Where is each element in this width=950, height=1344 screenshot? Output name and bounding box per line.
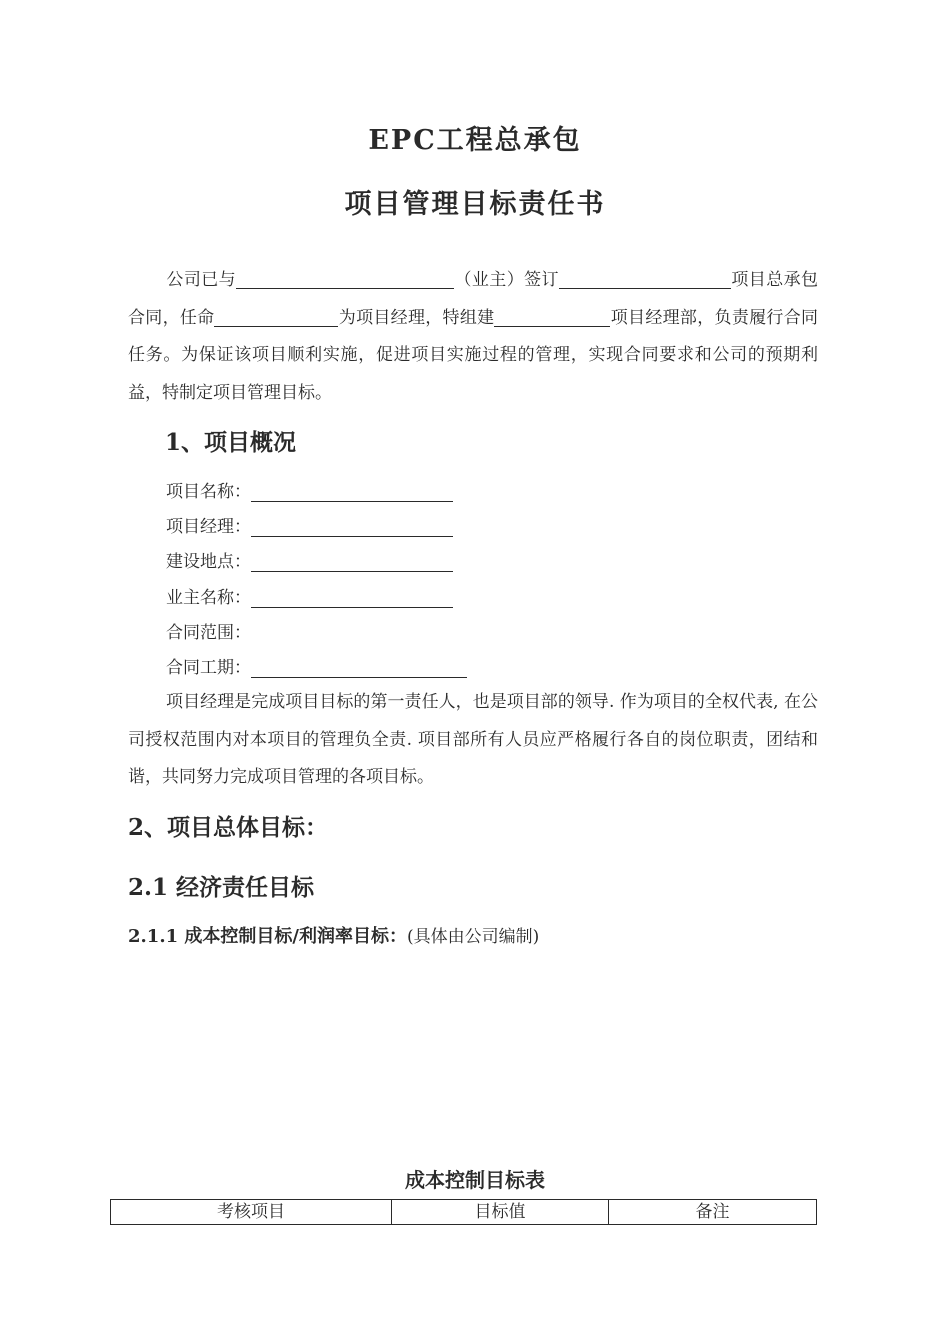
manager-blank[interactable] — [214, 308, 338, 327]
intro-text-1: 公司已与 — [166, 270, 237, 290]
field-project-name: 项目名称： — [166, 480, 453, 506]
field-contract-period: 合同工期： — [166, 656, 467, 682]
intro-text-5: 项目经理部，负责履行合同任务。为保证该项目顺利实施，促进项目实施过程的管理，实现合同要求和公司的预期利益，特制定项目管理目标。 — [128, 307, 819, 403]
intro-text-4: 为项目经理，特组建 — [338, 307, 495, 328]
project-name-blank[interactable] — [251, 481, 453, 502]
field-location: 建设地点： — [166, 550, 453, 576]
section-heading-overview: 1、项目概况 — [165, 429, 297, 456]
owner-name-blank[interactable] — [251, 587, 453, 608]
cost-control-note: (具体由公司编制) — [406, 927, 540, 947]
table-header-row — [111, 1200, 817, 1225]
intro-paragraph — [128, 262, 818, 412]
owner-blank[interactable] — [236, 270, 454, 289]
project-manager-blank[interactable] — [251, 516, 453, 537]
manager-paragraph: 项目经理是完成项目目标的第一责任人，也是项目部的领导. 作为项目的全权代表, 在公司授权范围内对本项目的管理负全责. 项目部所有人员应严格履行各自的岗位职责，团结和谐，共同努力完成项目管理的各项目标。 — [128, 692, 818, 787]
document-subtitle: 项目管理目标责任书 — [344, 189, 606, 220]
field-project-manager: 项目经理： — [166, 515, 453, 541]
field-owner-name: 业主名称： — [166, 586, 453, 612]
intro-text-2: （业主）签订 — [454, 270, 559, 290]
section-heading-overall-goals: 2、项目总体目标： — [128, 814, 329, 841]
contract-period-blank[interactable] — [251, 657, 467, 678]
column-header-target: 目标值 — [392, 1200, 609, 1225]
document-title: EPC工程总承包 — [368, 125, 582, 156]
column-header-item: 考核项目 — [111, 1200, 392, 1225]
project-blank[interactable] — [559, 270, 731, 289]
section-heading-cost-control: 2.1.1 成本控制目标/利润率目标：(具体由公司编制) — [128, 926, 540, 947]
department-blank[interactable] — [494, 308, 610, 327]
column-header-remarks: 备注 — [609, 1200, 817, 1225]
section-heading-economic-goals: 2.1 经济责任目标 — [128, 874, 315, 901]
intro-text-3: 项目总承包合同，任命 — [128, 270, 819, 328]
location-blank[interactable] — [251, 551, 453, 572]
cost-control-table — [110, 1199, 817, 1225]
field-contract-scope: 合同范围： — [166, 623, 251, 643]
cost-table-title: 成本控制目标表 — [405, 1168, 545, 1192]
